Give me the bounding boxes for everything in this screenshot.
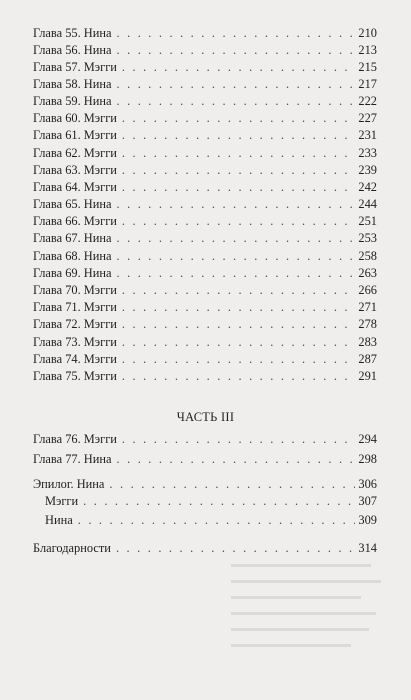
- toc-entry-page: 239: [358, 163, 377, 177]
- toc-entry-page: 210: [358, 26, 377, 40]
- toc-entry-page: 298: [358, 452, 377, 466]
- toc-entry-page: 307: [358, 494, 377, 508]
- toc-entry: [33, 179, 377, 196]
- toc-entry-page: 287: [358, 352, 377, 366]
- toc-epilogue-subentry: [33, 512, 377, 529]
- toc-entry: [33, 145, 377, 162]
- toc-entry-page: 213: [358, 43, 377, 57]
- toc-entry-page: 278: [358, 317, 377, 331]
- toc-entry-page: 291: [358, 369, 377, 383]
- toc-entry-label: Глава 57. Мэгги: [33, 60, 117, 74]
- toc-entry: [33, 196, 377, 213]
- toc-entry-label: Глава 62. Мэгги: [33, 146, 117, 160]
- toc-entry-label: Глава 56. Нина: [33, 43, 112, 57]
- toc-entry-page: 231: [358, 128, 377, 142]
- toc-entry: [33, 213, 377, 230]
- toc-entry-label: Благодарности: [33, 541, 111, 555]
- toc-entry: [33, 59, 377, 76]
- toc-entry-page: 271: [358, 300, 377, 314]
- toc-entry-page: 306: [358, 477, 377, 491]
- toc-entry: [33, 451, 377, 468]
- toc-entry-label: Глава 55. Нина: [33, 26, 112, 40]
- toc-entry-page: 215: [358, 60, 377, 74]
- toc-entry-label: Глава 58. Нина: [33, 77, 112, 91]
- show-through-shadow: [231, 560, 391, 660]
- toc-entry-label: Глава 61. Мэгги: [33, 128, 117, 142]
- toc-entry: [33, 25, 377, 42]
- toc-entry-label: Глава 63. Мэгги: [33, 163, 117, 177]
- toc-entry: [33, 127, 377, 144]
- toc-entry-page: 244: [358, 197, 377, 211]
- toc-entry-label: Глава 69. Нина: [33, 266, 112, 280]
- toc-entry: [33, 316, 377, 333]
- toc-entry: [33, 265, 377, 282]
- toc-entry-label: Глава 68. Нина: [33, 249, 112, 263]
- toc-entry-label: Глава 60. Мэгги: [33, 111, 117, 125]
- toc-entry-label: Глава 59. Нина: [33, 94, 112, 108]
- toc-entry-page: 309: [358, 513, 377, 527]
- toc-entry-label: Глава 67. Нина: [33, 231, 112, 245]
- toc-entry-label: Глава 70. Мэгги: [33, 283, 117, 297]
- toc-entry-label: Глава 74. Мэгги: [33, 352, 117, 366]
- toc-entry: [33, 42, 377, 59]
- toc-entry-page: 217: [358, 77, 377, 91]
- toc-entry-label: Глава 72. Мэгги: [33, 317, 117, 331]
- toc-entry-label: Глава 76. Мэгги: [33, 432, 117, 446]
- toc-entry-page: 233: [358, 146, 377, 160]
- toc-entry: [33, 110, 377, 127]
- toc-epilogue-subentry: [33, 493, 377, 510]
- toc-entry: [33, 334, 377, 351]
- toc-entry-label: Глава 64. Мэгги: [33, 180, 117, 194]
- toc-entry-label: Глава 71. Мэгги: [33, 300, 117, 314]
- toc-entry: [33, 230, 377, 247]
- toc-entry-page: 227: [358, 111, 377, 125]
- toc-entry-page: 251: [358, 214, 377, 228]
- toc-entry: [33, 351, 377, 368]
- toc-entry-page: 314: [358, 541, 377, 555]
- toc-entry-label: Глава 65. Нина: [33, 197, 112, 211]
- toc-entry-label: Нина: [45, 513, 73, 527]
- toc-entry: [33, 93, 377, 110]
- toc-entry-label: Глава 75. Мэгги: [33, 369, 117, 383]
- toc-entry-page: 222: [358, 94, 377, 108]
- toc-entry-page: 242: [358, 180, 377, 194]
- toc-entry-page: 294: [358, 432, 377, 446]
- toc-entry: [33, 76, 377, 93]
- toc-entry: [33, 248, 377, 265]
- toc-entry-label: Глава 73. Мэгги: [33, 335, 117, 349]
- toc-entry-label: Мэгги: [45, 494, 79, 508]
- toc-entry: [33, 299, 377, 316]
- toc-entry-label: Эпилог. Нина: [33, 477, 105, 491]
- toc-entry-label: Глава 66. Мэгги: [33, 214, 117, 228]
- toc-entry-page: 253: [358, 231, 377, 245]
- toc-entry-page: 266: [358, 283, 377, 297]
- toc-entry: [33, 368, 377, 385]
- toc-entry: [33, 162, 377, 179]
- toc-entry: [33, 431, 377, 448]
- toc-entry-page: 283: [358, 335, 377, 349]
- toc-entry: [33, 282, 377, 299]
- toc-entry-page: 263: [358, 266, 377, 280]
- part-three-heading: ЧАСТЬ III: [176, 410, 235, 424]
- toc-acknowledgements: [33, 540, 377, 557]
- toc-entry-label: Глава 77. Нина: [33, 452, 112, 466]
- toc-epilogue: [33, 476, 377, 493]
- toc-entry-page: 258: [358, 249, 377, 263]
